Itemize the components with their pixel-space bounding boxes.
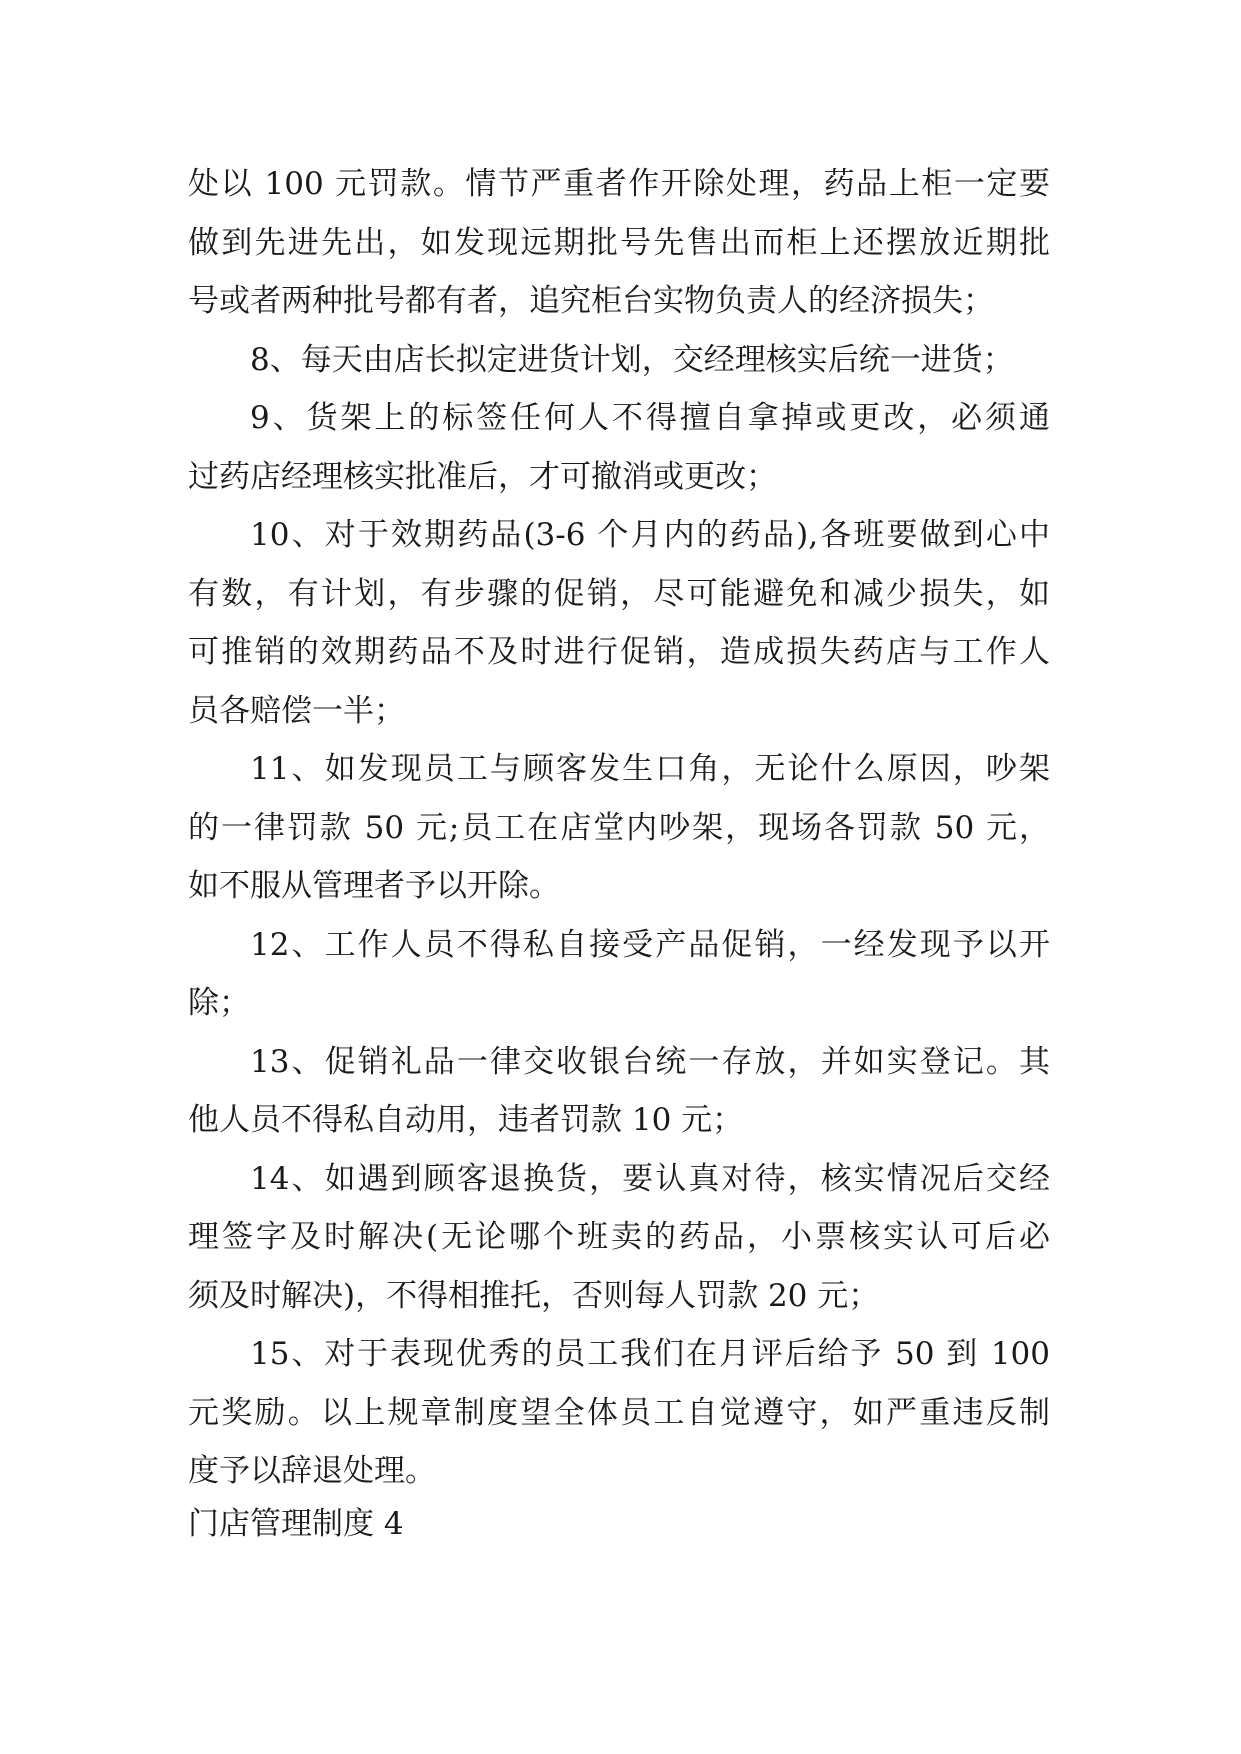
paragraph bbox=[188, 331, 1050, 390]
text-line: 的一律罚款 50 元;员工在店堂内吵架，现场各罚款 50 元， bbox=[188, 809, 1050, 846]
text-line: 12、工作人员不得私自接受产品促销，一经发现予以开 bbox=[250, 926, 1050, 963]
paragraph bbox=[188, 389, 1050, 506]
text-line: 11、如发现员工与顾客发生口角，无论什么原因，吵架 bbox=[250, 751, 1050, 787]
text-line: 有数，有计划，有步骤的促销，尽可能避免和减少损失，如 bbox=[188, 575, 1050, 612]
text-line: 8、每天由店长拟定进货计划，交经理核实后统一进货； bbox=[250, 341, 1014, 378]
text-line: 除； bbox=[188, 985, 250, 1021]
text-line: 做到先进先出，如发现远期批号先售出而柜上还摆放近期批 bbox=[188, 224, 1050, 261]
document-body bbox=[188, 155, 1050, 1501]
text-line: 度予以辞退处理。 bbox=[188, 1453, 436, 1489]
text-line: 理签字及时解决(无论哪个班卖的药品，小票核实认可后必 bbox=[188, 1219, 1050, 1255]
text-line: 15、对于表现优秀的员工我们在月评后给予 50 到 100 bbox=[250, 1336, 1050, 1372]
paragraph bbox=[188, 1150, 1050, 1326]
text-line: 员各赔偿一半； bbox=[188, 692, 405, 729]
paragraph bbox=[188, 506, 1050, 740]
paragraph bbox=[188, 740, 1050, 916]
text-line: 号或者两种批号都有者，追究柜台实物负责人的经济损失； bbox=[188, 283, 994, 319]
text-line: 9、货架上的标签任何人不得擅自拿掉或更改，必须通 bbox=[250, 400, 1050, 436]
text-line: 可推销的效期药品不及时进行促销，造成损失药店与工作人 bbox=[188, 634, 1050, 670]
text-line: 13、促销礼品一律交收银台统一存放，并如实登记。其 bbox=[250, 1043, 1050, 1080]
text-line: 过药店经理核实批准后，才可撤消或更改； bbox=[188, 458, 777, 495]
text-line: 14、如遇到顾客退换货，要认真对待，核实情况后交经 bbox=[250, 1160, 1050, 1197]
text-line: 他人员不得私自动用，违者罚款 10 元； bbox=[188, 1102, 744, 1138]
text-line: 处以 100 元罚款。情节严重者作开除处理，药品上柜一定要 bbox=[188, 166, 1050, 202]
paragraph bbox=[188, 155, 1050, 331]
paragraph bbox=[188, 1033, 1050, 1150]
text-line: 10、对于效期药品(3-6 个月内的药品),各班要做到心中 bbox=[250, 517, 1050, 553]
section-heading: 门店管理制度 4 bbox=[188, 1506, 404, 1542]
text-line: 如不服从管理者予以开除。 bbox=[188, 868, 560, 904]
paragraph bbox=[188, 1325, 1050, 1501]
text-line: 须及时解决)，不得相推托，否则每人罚款 20 元； bbox=[188, 1277, 880, 1314]
text-line: 元奖励。以上规章制度望全体员工自觉遵守，如严重违反制 bbox=[188, 1394, 1050, 1431]
paragraph bbox=[188, 916, 1050, 1033]
